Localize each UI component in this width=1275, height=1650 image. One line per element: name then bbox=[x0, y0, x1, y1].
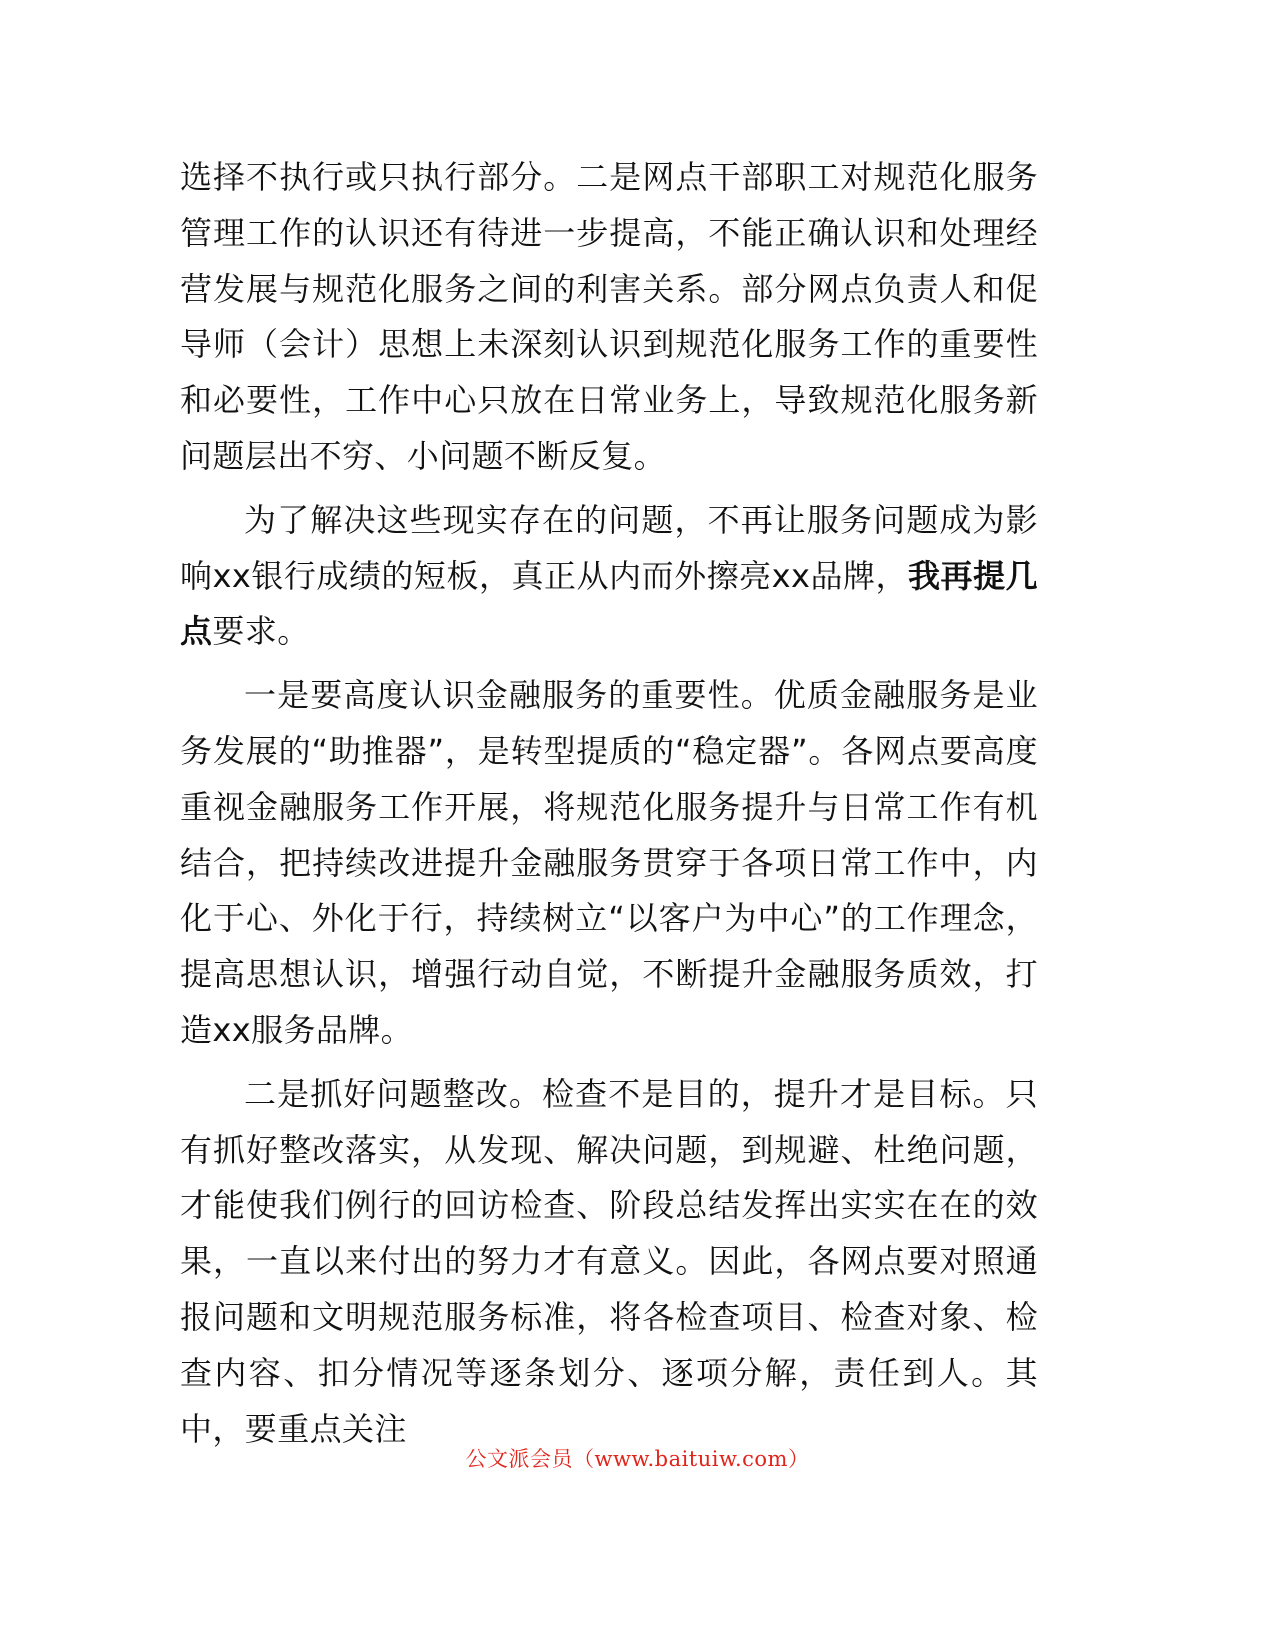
paragraph-requirements-intro-bold: 我再提几点 bbox=[180, 556, 1038, 651]
paragraph-point-one: 一是要高度认识金融服务的重要性。优质金融服务是业务发展的“助推器”，是转型提质的“稳定器”。各网点要高度重视金融服务工作开展，将规范化服务提升与日常工作有机结合，把持续改进提升金融服务贯穿于各项日常工作中，内化于心、外化于行，持续树立“以客户为中心”的工作理念，提高思想认识，增强行动自觉，不断提升金融服务质效，打造xx服务品牌。 bbox=[180, 676, 1038, 1049]
footer-watermark: 公文派会员（www.baituiw.com） bbox=[465, 1447, 810, 1471]
paragraph-requirements-intro bbox=[180, 493, 1038, 660]
paragraph-requirements-intro-tail: 要求。 bbox=[212, 612, 310, 651]
paragraph-requirements-intro-text: 为了解决这些现实存在的问题，不再让服务问题成为影响xx银行成绩的短板，真正从内而外擦亮xx品牌， bbox=[180, 500, 1038, 595]
paragraph-point-two: 二是抓好问题整改。检查不是目的，提升才是目标。只有抓好整改落实，从发现、解决问题，到规避、杜绝问题，才能使我们例行的回访检查、阶段总结发挥出实实在在的效果，一直以来付出的努力才有意义。因此，各网点要对照通报问题和文明规范服务标准，将各检查项目、检查对象、检查内容、扣分情况等逐条划分、逐项分解，责任到人。其中，要重点关注 bbox=[180, 1074, 1038, 1448]
paragraph-continuation: 选择不执行或只执行部分。二是网点干部职工对规范化服务管理工作的认识还有待进一步提高，不能正确认识和处理经营发展与规范化服务之间的利害关系。部分网点负责人和促导师（会计）思想上未深刻认识到规范化服务工作的重要性和必要性，工作中心只放在日常业务上，导致规范化服务新问题层出不穷、小问题不断反复。 bbox=[180, 158, 1038, 475]
document-body bbox=[180, 150, 1038, 1465]
